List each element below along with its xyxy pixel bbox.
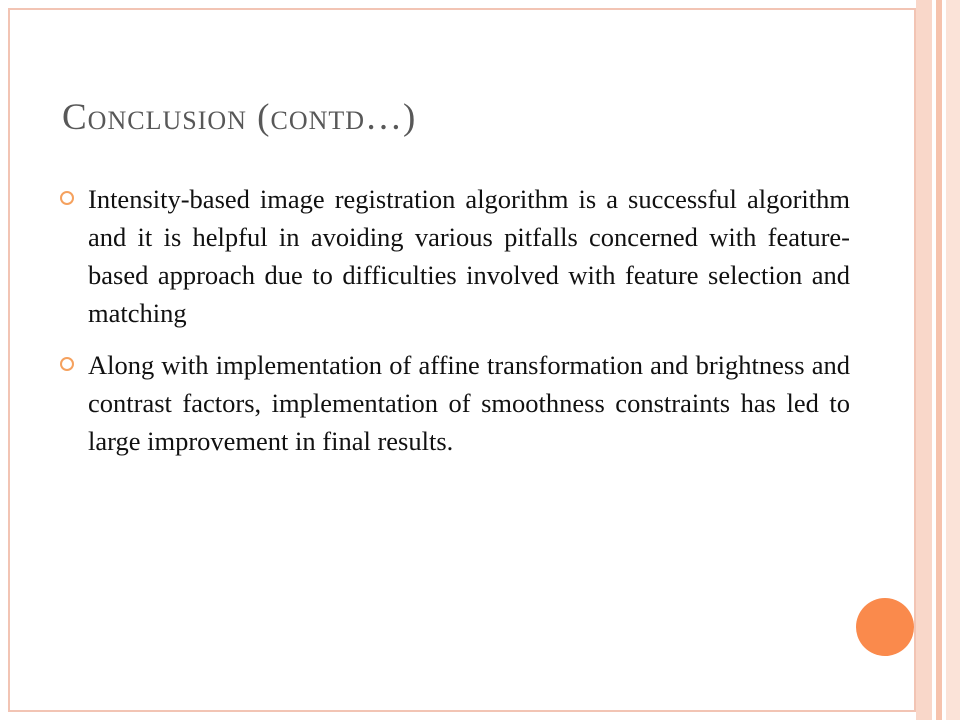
bullet-list	[60, 180, 850, 474]
bullet-text: Along with implementation of affine transformation and brightness and contrast factors, implementation of smoothness constraints has led to large improvement in final results.	[88, 350, 850, 456]
bullet-circle-icon	[60, 191, 74, 205]
decorative-orange-circle	[856, 598, 914, 656]
decorative-stripe	[946, 0, 960, 720]
bullet-item	[60, 180, 850, 332]
slide-title: Conclusion (contd…)	[62, 97, 417, 138]
bullet-circle-icon	[60, 357, 74, 371]
bullet-item	[60, 346, 850, 460]
bullet-text: Intensity-based image registration algorithm is a successful algorithm and it is helpful in avoiding various pitfalls concerned with feature-based approach due to difficulties involved with feature selection and matching	[88, 184, 850, 328]
decorative-stripe	[916, 0, 932, 720]
